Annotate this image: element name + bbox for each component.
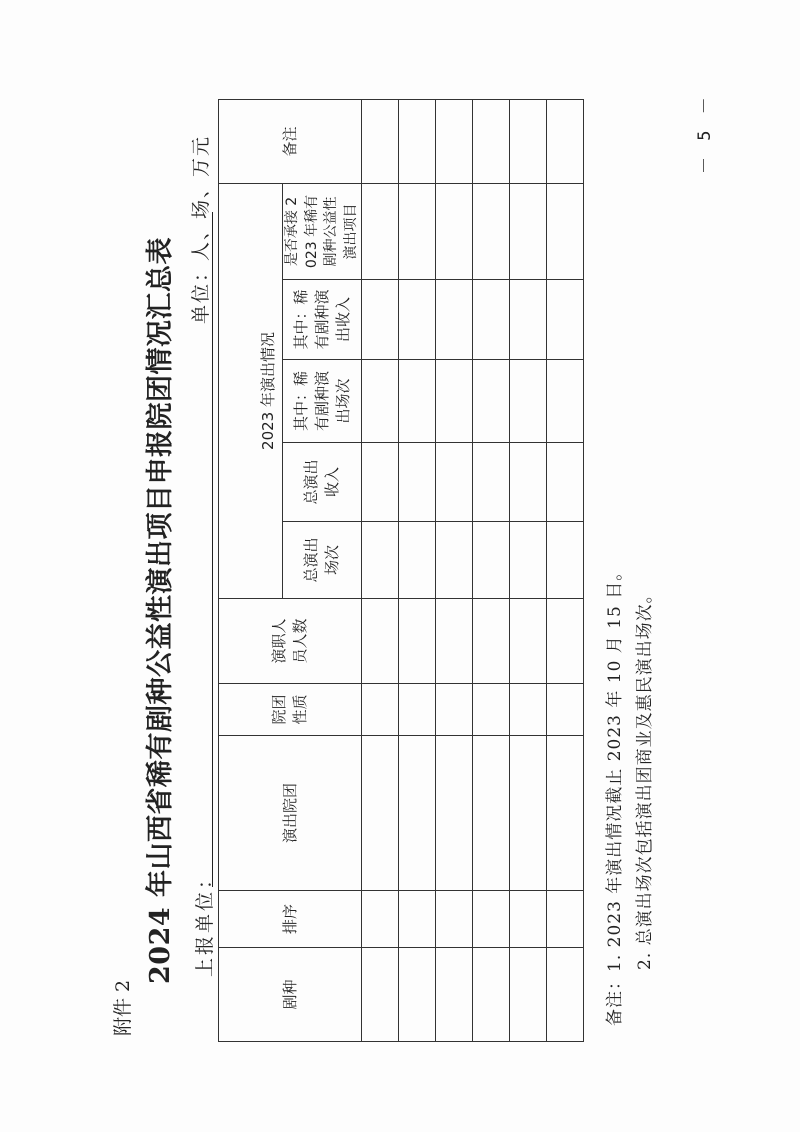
table-row: [510, 99, 547, 1041]
table-cell[interactable]: [547, 684, 584, 736]
table-cell[interactable]: [399, 684, 436, 736]
table-cell[interactable]: [473, 280, 510, 360]
table-row: [547, 99, 584, 1041]
header-rare-income: [283, 280, 362, 360]
header-rank: 排序: [219, 891, 362, 948]
header-rare-shows: [283, 360, 362, 443]
table-cell[interactable]: [547, 599, 584, 684]
table-cell[interactable]: [473, 891, 510, 948]
table-cell[interactable]: [362, 280, 399, 360]
summary-table: [218, 99, 584, 1042]
table-cell[interactable]: [473, 183, 510, 279]
table-cell[interactable]: [436, 599, 473, 684]
table-cell[interactable]: [473, 948, 510, 1042]
table-cell[interactable]: [510, 99, 547, 183]
table-cell[interactable]: [473, 736, 510, 891]
table-cell[interactable]: [436, 360, 473, 443]
table-cell[interactable]: [362, 684, 399, 736]
table-cell[interactable]: [510, 736, 547, 891]
header-staff: [219, 599, 362, 684]
table-cell[interactable]: [399, 360, 436, 443]
table-cell[interactable]: [473, 522, 510, 599]
table-cell[interactable]: [547, 948, 584, 1042]
table-cell[interactable]: [362, 948, 399, 1042]
table-row: [473, 99, 510, 1041]
page-number: － 5 －: [695, 94, 715, 174]
table-cell[interactable]: [436, 280, 473, 360]
table-cell[interactable]: [399, 736, 436, 891]
header-nature: [219, 684, 362, 736]
table-cell[interactable]: [473, 360, 510, 443]
table-cell[interactable]: [436, 99, 473, 183]
header-undertake: [283, 183, 362, 279]
table-cell[interactable]: [399, 280, 436, 360]
note-2: 2. 总演出场次包括演出团商业及惠民演出场次。: [635, 585, 655, 970]
table-cell[interactable]: [362, 443, 399, 522]
table-cell[interactable]: [547, 736, 584, 891]
table-cell[interactable]: [473, 443, 510, 522]
header-staff-text: 演职人员人数: [270, 618, 310, 664]
table-cell[interactable]: [436, 183, 473, 279]
table-cell[interactable]: [436, 522, 473, 599]
table-cell[interactable]: [547, 360, 584, 443]
table-cell[interactable]: [510, 522, 547, 599]
table-cell[interactable]: [547, 99, 584, 183]
header-performance-2023: 2023 年演出情况: [255, 183, 283, 598]
table-cell[interactable]: [399, 522, 436, 599]
table-cell[interactable]: [362, 891, 399, 948]
table-cell[interactable]: [510, 684, 547, 736]
table-cell[interactable]: [362, 599, 399, 684]
table-cell[interactable]: [399, 99, 436, 183]
note-1: 备注：1. 2023 年演出情况截止 2023 年 10 月 15 日。: [605, 562, 625, 1026]
table-cell[interactable]: [362, 736, 399, 891]
header-nature-text: 院团性质: [270, 694, 310, 725]
page-title: 2024 年山西省稀有剧种公益性演出项目申报院团情况汇总表: [145, 236, 176, 984]
table-cell[interactable]: [362, 360, 399, 443]
table-cell[interactable]: [510, 360, 547, 443]
table-cell[interactable]: [547, 891, 584, 948]
header-remarks: 备注: [219, 99, 362, 183]
table-cell[interactable]: [547, 522, 584, 599]
header-total-shows-text: 总演出场次: [302, 537, 342, 583]
header-total-income: [283, 443, 362, 522]
table-cell[interactable]: [547, 183, 584, 279]
reporting-unit-label: 上报单位：: [194, 866, 216, 977]
table-cell[interactable]: [399, 891, 436, 948]
table-cell[interactable]: [399, 599, 436, 684]
table-cell[interactable]: [399, 948, 436, 1042]
table-cell[interactable]: [547, 280, 584, 360]
table-cell[interactable]: [436, 948, 473, 1042]
header-undertake-text: 是否承接 2023 年稀有剧种公益性演出项目: [284, 194, 359, 269]
table-cell[interactable]: [362, 183, 399, 279]
table-cell[interactable]: [510, 599, 547, 684]
table-row: [436, 99, 473, 1041]
unit-label: 单位：人、场、万元: [190, 134, 212, 324]
header-genre: 剧种: [219, 948, 362, 1042]
table-cell[interactable]: [473, 599, 510, 684]
header-rare-shows-text: 其中：稀有剧种演出场次: [291, 371, 352, 432]
table-cell[interactable]: [436, 736, 473, 891]
table-row: [399, 99, 436, 1041]
table-row: [362, 99, 399, 1041]
table-cell[interactable]: [362, 522, 399, 599]
table-cell[interactable]: [547, 443, 584, 522]
table-cell[interactable]: [436, 443, 473, 522]
table-cell[interactable]: [436, 891, 473, 948]
attachment-label: 附件 2: [112, 979, 134, 1036]
table-cell[interactable]: [510, 891, 547, 948]
table-cell[interactable]: [399, 443, 436, 522]
header-troupe: 演出院团: [219, 736, 362, 891]
table-cell[interactable]: [510, 280, 547, 360]
table-cell[interactable]: [510, 183, 547, 279]
table-cell[interactable]: [436, 684, 473, 736]
table-cell[interactable]: [362, 99, 399, 183]
table-cell[interactable]: [473, 684, 510, 736]
header-total-shows: [283, 522, 362, 599]
table-cell[interactable]: [510, 443, 547, 522]
table-cell[interactable]: [510, 948, 547, 1042]
table-cell[interactable]: [399, 183, 436, 279]
header-rare-income-text: 其中：稀有剧种演出收入: [291, 289, 352, 350]
table-cell[interactable]: [473, 99, 510, 183]
header-total-income-text: 总演出收入: [302, 459, 342, 505]
